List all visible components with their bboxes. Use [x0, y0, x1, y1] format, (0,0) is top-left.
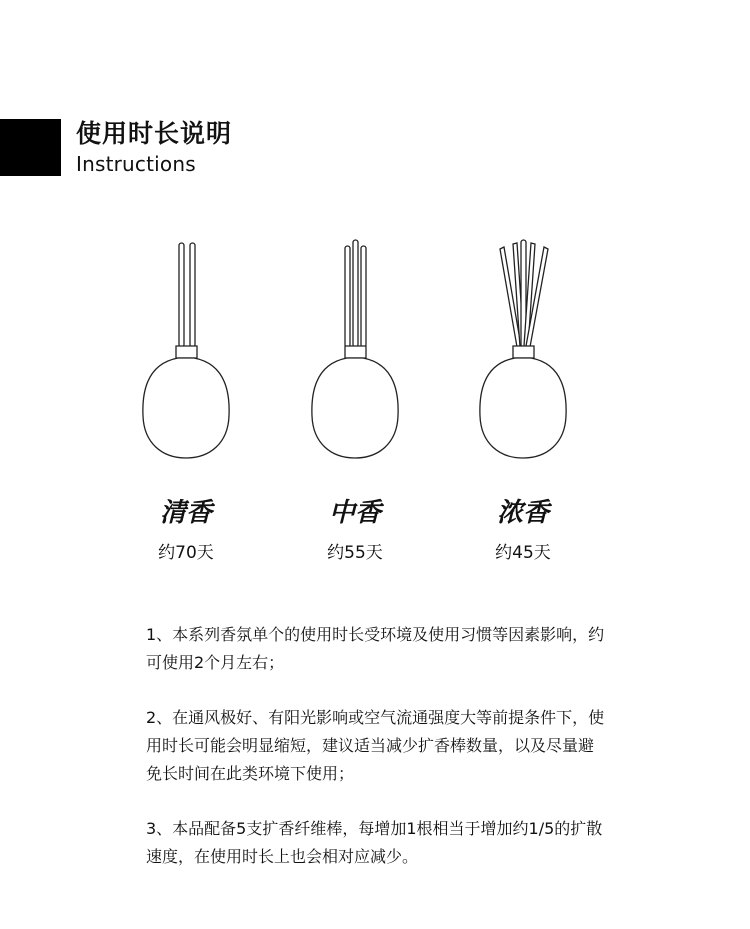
note-item: 1、本系列香氛单个的使用时长受环境及使用习惯等因素影响，约可使用2个月左右； [146, 625, 605, 672]
level-name-strong: 浓香 [496, 498, 549, 528]
diffuser-strong-illustration [443, 238, 603, 466]
usage-notes [146, 621, 606, 898]
diffuser-light-illustration [106, 238, 266, 466]
reed-diffuser-3-reeds-icon [275, 238, 435, 466]
reed-diffuser-5-reeds-icon [443, 238, 603, 466]
level-duration-light: 约70天 [158, 543, 214, 563]
page-title: 使用时长说明 [76, 119, 233, 148]
diffuser-medium-illustration [275, 238, 435, 466]
level-duration-strong: 约45天 [495, 543, 551, 563]
note-item: 3、本品配备5支扩香纤维棒，每增加1根相当于增加约1/5的扩散速度，在使用时长上也会相对应减少。 [146, 819, 603, 866]
page-subtitle: Instructions [76, 152, 196, 176]
level-name-medium: 中香 [328, 498, 381, 528]
level-duration-medium: 约55天 [327, 543, 383, 563]
level-name-light: 清香 [159, 498, 212, 528]
note-item: 2、在通风极好、有阳光影响或空气流通强度大等前提条件下，使用时长可能会明显缩短，建议适当减少扩香棒数量，以及尽量避免长时间在此类环境下使用； [146, 708, 605, 783]
title-accent-block [0, 119, 61, 176]
reed-diffuser-2-reeds-icon [106, 238, 266, 466]
